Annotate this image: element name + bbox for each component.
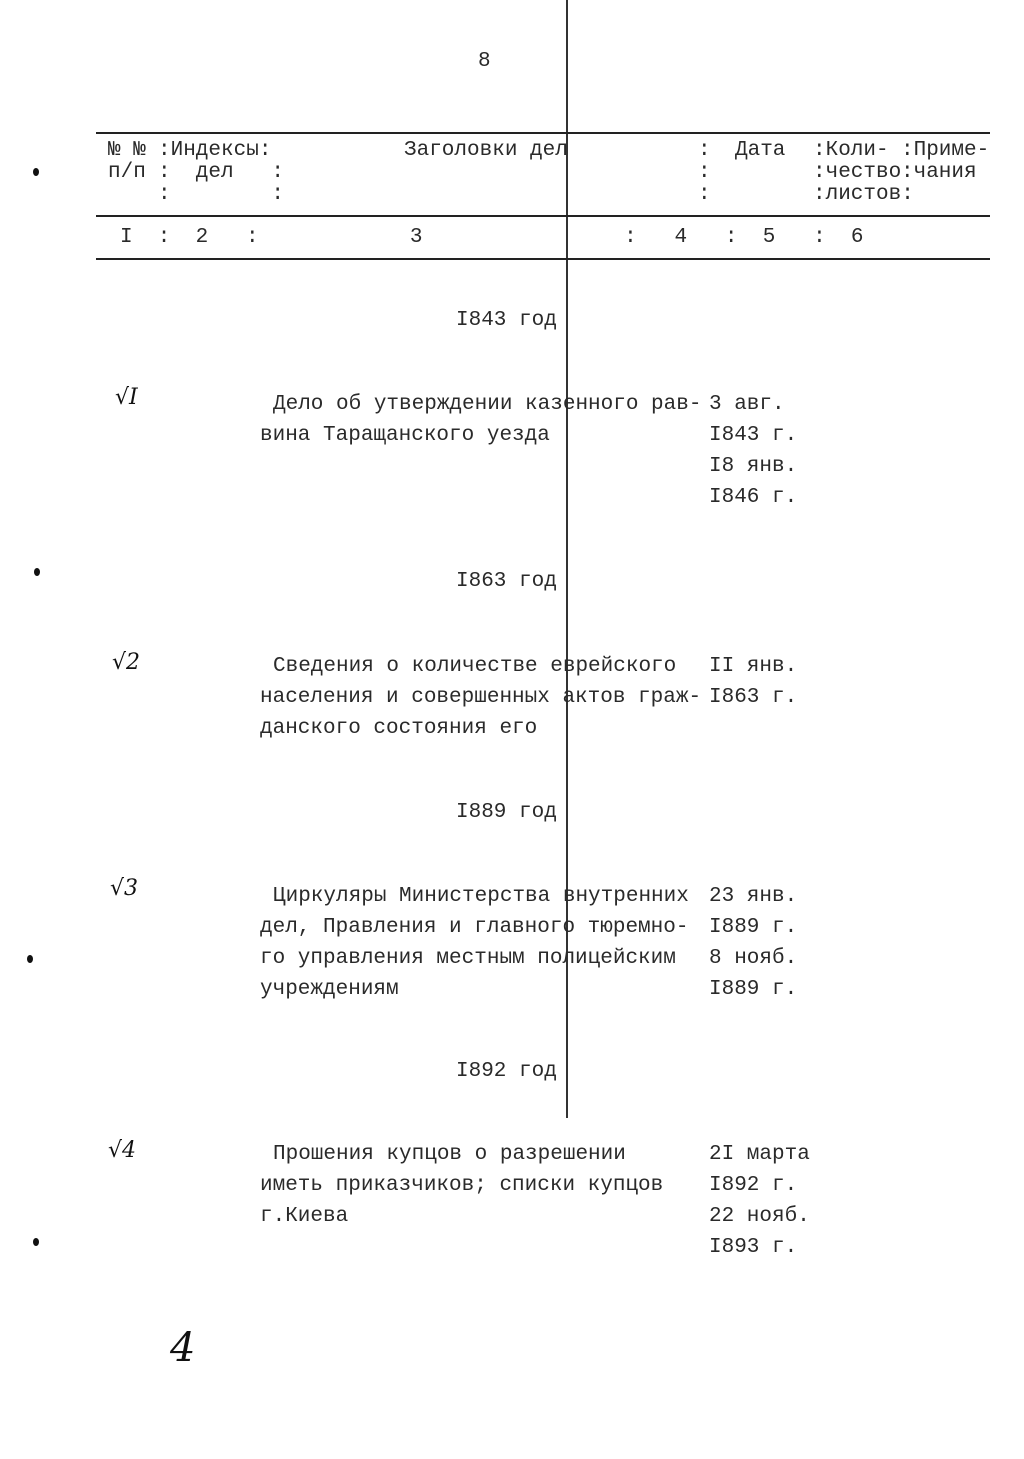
entry-title-line: Сведения о количестве еврейского: [273, 655, 677, 678]
entry-date: I863 г.: [709, 686, 798, 709]
entry-title-line: населения и совершенных актов граж-: [260, 686, 702, 709]
entry-title-line: Прошения купцов о разрешении: [273, 1143, 626, 1166]
column-numbers: I : 2 : 3 : 4 : 5 : 6: [120, 226, 864, 249]
entry-date: 3 авг.: [709, 393, 785, 416]
table-top-rule: [96, 132, 990, 134]
binding-hole-mark: [34, 568, 40, 576]
entry-number: I: [129, 385, 138, 410]
entry-title-line: данского состояния его: [260, 717, 538, 740]
entry-title-line: дел, Правления и главного тюремно-: [260, 916, 689, 939]
entry-date: I889 г.: [709, 978, 798, 1001]
year-heading: I863 год: [456, 570, 557, 593]
binding-hole-mark: [33, 1238, 39, 1246]
header-col-num-1: № №: [108, 139, 146, 162]
entry-date: I843 г.: [709, 424, 798, 447]
entry-title-line: вина Таращанского уезда: [260, 424, 550, 447]
binding-hole-mark: [33, 168, 39, 176]
entry-date: I892 г.: [709, 1174, 798, 1197]
entry-title-line: учреждениям: [260, 978, 399, 1001]
header-col-index-2: : дел :: [158, 161, 285, 184]
entry-title-line: го управления местным полицейским: [260, 947, 676, 970]
header-rule: [96, 215, 990, 217]
year-heading: I892 год: [456, 1060, 557, 1083]
header-col-date: Дата: [735, 139, 786, 162]
header-col-num-2: п/п: [108, 161, 146, 184]
check-mark: √: [108, 1138, 123, 1163]
header-separator: :: [698, 139, 711, 162]
entry-title-line: г.Киева: [260, 1205, 349, 1228]
year-heading: I843 год: [456, 309, 557, 332]
header-col-index-1: :Индексы:: [158, 139, 272, 162]
header-col-index-3: : :: [158, 183, 285, 206]
entry-title-line: иметь приказчиков; списки купцов: [260, 1174, 664, 1197]
handwritten-total: 4: [170, 1325, 196, 1371]
entry-date: I8 янв.: [709, 455, 798, 478]
header-separator: :: [698, 183, 711, 206]
entry-date: II янв.: [709, 655, 798, 678]
header-col-notes-1: :Приме-: [901, 139, 990, 162]
header-col-sheets-2: :чество: [813, 161, 902, 184]
page-number: 8: [478, 50, 491, 73]
entry-title-line: Циркуляры Министерства внутренних: [273, 885, 689, 908]
entry-number: 4: [122, 1138, 137, 1163]
check-mark: √: [112, 650, 127, 675]
entry-date: I846 г.: [709, 486, 798, 509]
entry-title-line: Дело об утверждении казенного рав-: [273, 393, 702, 416]
check-mark-icon: [112, 650, 140, 675]
header-col-sheets-1: :Коли-: [813, 139, 889, 162]
entry-date: 2I марта: [709, 1143, 810, 1166]
header-col-title: Заголовки дел: [404, 139, 568, 162]
check-mark: √: [115, 385, 130, 410]
entry-date: I889 г.: [709, 916, 798, 939]
check-mark-icon: [108, 1138, 136, 1163]
entry-date: 8 нояб.: [709, 947, 798, 970]
entry-date: 23 янв.: [709, 885, 798, 908]
check-mark: √: [110, 876, 125, 901]
header-separator: :: [698, 161, 711, 184]
entry-number: 3: [124, 876, 139, 901]
year-heading: I889 год: [456, 801, 557, 824]
entry-date: I893 г.: [709, 1236, 798, 1259]
check-mark-icon: [115, 385, 138, 410]
header-col-notes-2: :чания: [901, 161, 977, 184]
check-mark-icon: [110, 876, 138, 901]
entry-number: 2: [126, 650, 141, 675]
header-col-sheets-3: :листов:: [813, 183, 914, 206]
column-numbers-rule: [96, 258, 990, 260]
entry-date: 22 нояб.: [709, 1205, 810, 1228]
binding-hole-mark: [27, 955, 33, 963]
